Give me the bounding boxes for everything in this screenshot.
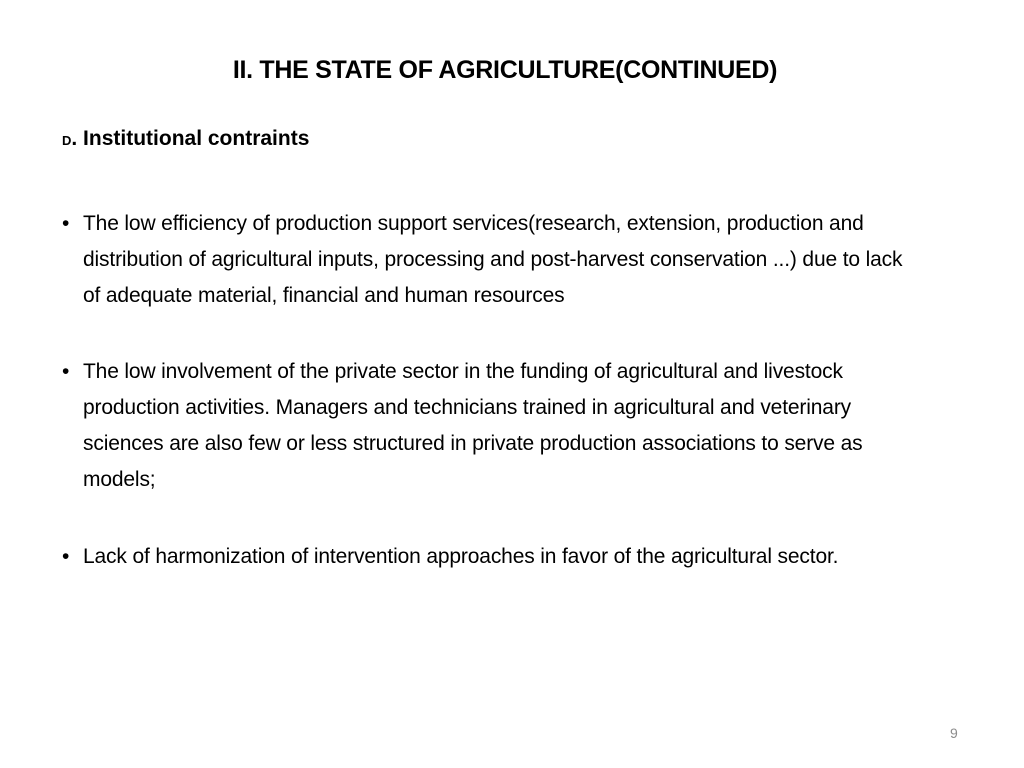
bullet-dot-icon: •: [62, 545, 70, 568]
page-number: 9: [950, 725, 958, 741]
slide-title: II. THE STATE OF AGRICULTURE(CONTINUED): [232, 56, 778, 84]
bullet-item: [62, 539, 922, 575]
section-letter: D: [62, 133, 72, 148]
bullet-item: [62, 206, 922, 314]
bullet-text: The low efficiency of production support services(research, extension, production and distribution of agricultural inputs, processing and post-harvest conservation ...) due to lack of adequate material, financial and human resources: [83, 212, 903, 307]
bullet-text: The low involvement of the private sector in the funding of agricultural and livestock production activities. Managers and technicians trained in agricultural and veterinary sciences are also few or less structured in private production associations to serve as models;: [83, 360, 863, 491]
bullet-dot-icon: •: [62, 212, 70, 235]
bullet-item: [62, 354, 922, 498]
bullet-text: Lack of harmonization of intervention approaches in favor of the agricultural sector.: [83, 545, 839, 568]
section-heading-text: . Institutional contraints: [71, 127, 310, 150]
bullet-dot-icon: •: [62, 360, 70, 383]
section-heading: [62, 127, 309, 151]
bullet-list: [62, 206, 922, 615]
